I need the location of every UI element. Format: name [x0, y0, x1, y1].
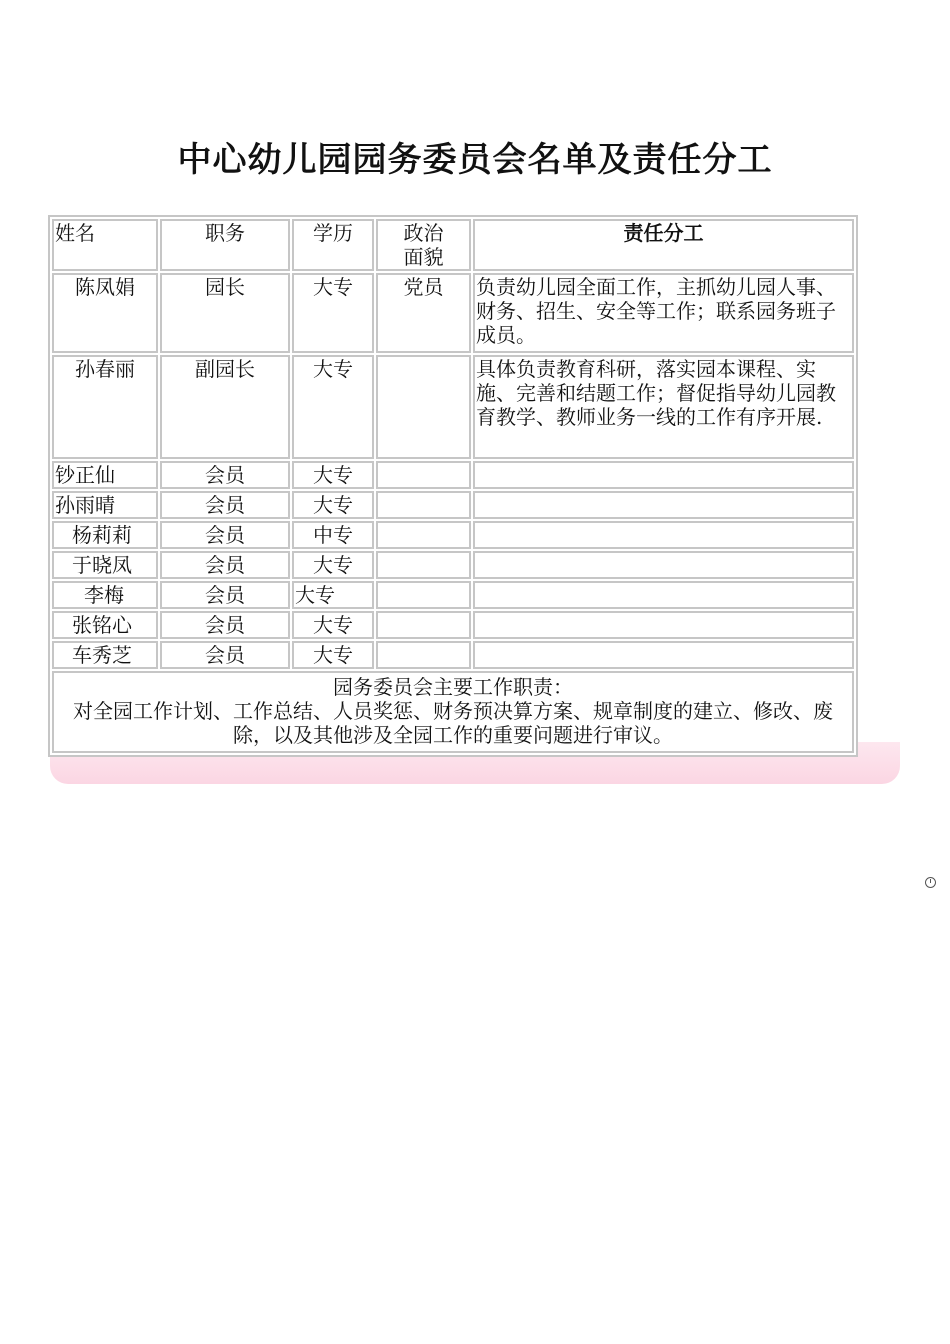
page-title: 中心幼儿园园务委员会名单及责任分工 — [177, 140, 773, 180]
cell-position: 会员 — [160, 641, 290, 669]
cell-position: 会员 — [160, 461, 290, 489]
cell-education: 中专 — [292, 521, 374, 549]
committee-table-wrap — [48, 215, 858, 757]
cell-name: 李梅 — [52, 581, 158, 609]
cell-political — [376, 641, 471, 669]
header-education: 学历 — [292, 219, 374, 271]
cell-education: 大专 — [292, 581, 374, 609]
table-row — [52, 461, 854, 489]
table-row — [52, 273, 854, 353]
cell-political — [376, 551, 471, 579]
cell-political — [376, 491, 471, 519]
header-political-line2: 面貌 — [403, 245, 444, 269]
cell-political — [376, 461, 471, 489]
cell-duty — [473, 611, 854, 639]
committee-table — [48, 215, 858, 757]
cell-education: 大专 — [292, 355, 374, 459]
cell-education: 大专 — [292, 273, 374, 353]
cell-duty — [473, 641, 854, 669]
cell-name: 杨莉莉 — [52, 521, 158, 549]
cell-duty: 负责幼儿园全面工作，主抓幼儿园人事、财务、招生、安全等工作；联系园务班子成员。 — [473, 273, 854, 353]
cell-position: 会员 — [160, 491, 290, 519]
cell-name: 陈凤娟 — [52, 273, 158, 353]
cell-duty — [473, 521, 854, 549]
table-header-row — [52, 219, 854, 271]
cell-education: 大专 — [292, 641, 374, 669]
cell-education: 大专 — [292, 611, 374, 639]
table-row — [52, 521, 854, 549]
cell-education: 大专 — [292, 491, 374, 519]
cell-duty: 具体负责教育科研，落实园本课程、实施、完善和结题工作；督促指导幼儿园教育教学、教师业务一线的工作有序开展. — [473, 355, 854, 459]
header-political-line1: 政治 — [403, 221, 444, 245]
cell-name: 孙雨晴 — [52, 491, 158, 519]
table-row — [52, 641, 854, 669]
cell-political — [376, 581, 471, 609]
cell-position: 会员 — [160, 551, 290, 579]
cell-name: 钞正仙 — [52, 461, 158, 489]
cell-political — [376, 611, 471, 639]
cell-position: 会员 — [160, 521, 290, 549]
cell-name: 孙春丽 — [52, 355, 158, 459]
cell-name: 于晓凤 — [52, 551, 158, 579]
table-row — [52, 551, 854, 579]
cell-education: 大专 — [292, 461, 374, 489]
cell-name: 张铭心 — [52, 611, 158, 639]
table-footer-row — [52, 671, 854, 753]
cell-duty — [473, 461, 854, 489]
header-name: 姓名 — [52, 219, 158, 271]
footer-heading: 园务委员会主要工作职责： — [333, 675, 573, 699]
cell-name: 车秀芝 — [52, 641, 158, 669]
cell-political — [376, 355, 471, 459]
cell-position: 会员 — [160, 581, 290, 609]
table-row — [52, 611, 854, 639]
table-row — [52, 355, 854, 459]
header-political — [376, 219, 471, 271]
clock-icon — [925, 877, 936, 888]
cell-political: 党员 — [376, 273, 471, 353]
cell-education: 大专 — [292, 551, 374, 579]
footer-body: 对全园工作计划、工作总结、人员奖惩、财务预决算方案、规章制度的建立、修改、废除，以及其他涉及全园工作的重要问题进行审议。 — [73, 699, 833, 747]
cell-position: 副园长 — [160, 355, 290, 459]
cell-position: 会员 — [160, 611, 290, 639]
cell-duty — [473, 551, 854, 579]
table-row — [52, 491, 854, 519]
cell-political — [376, 521, 471, 549]
header-duty: 责任分工 — [473, 219, 854, 271]
cell-position: 园长 — [160, 273, 290, 353]
cell-duty — [473, 491, 854, 519]
footer-cell — [52, 671, 854, 753]
table-row — [52, 581, 854, 609]
cell-duty — [473, 581, 854, 609]
header-position: 职务 — [160, 219, 290, 271]
